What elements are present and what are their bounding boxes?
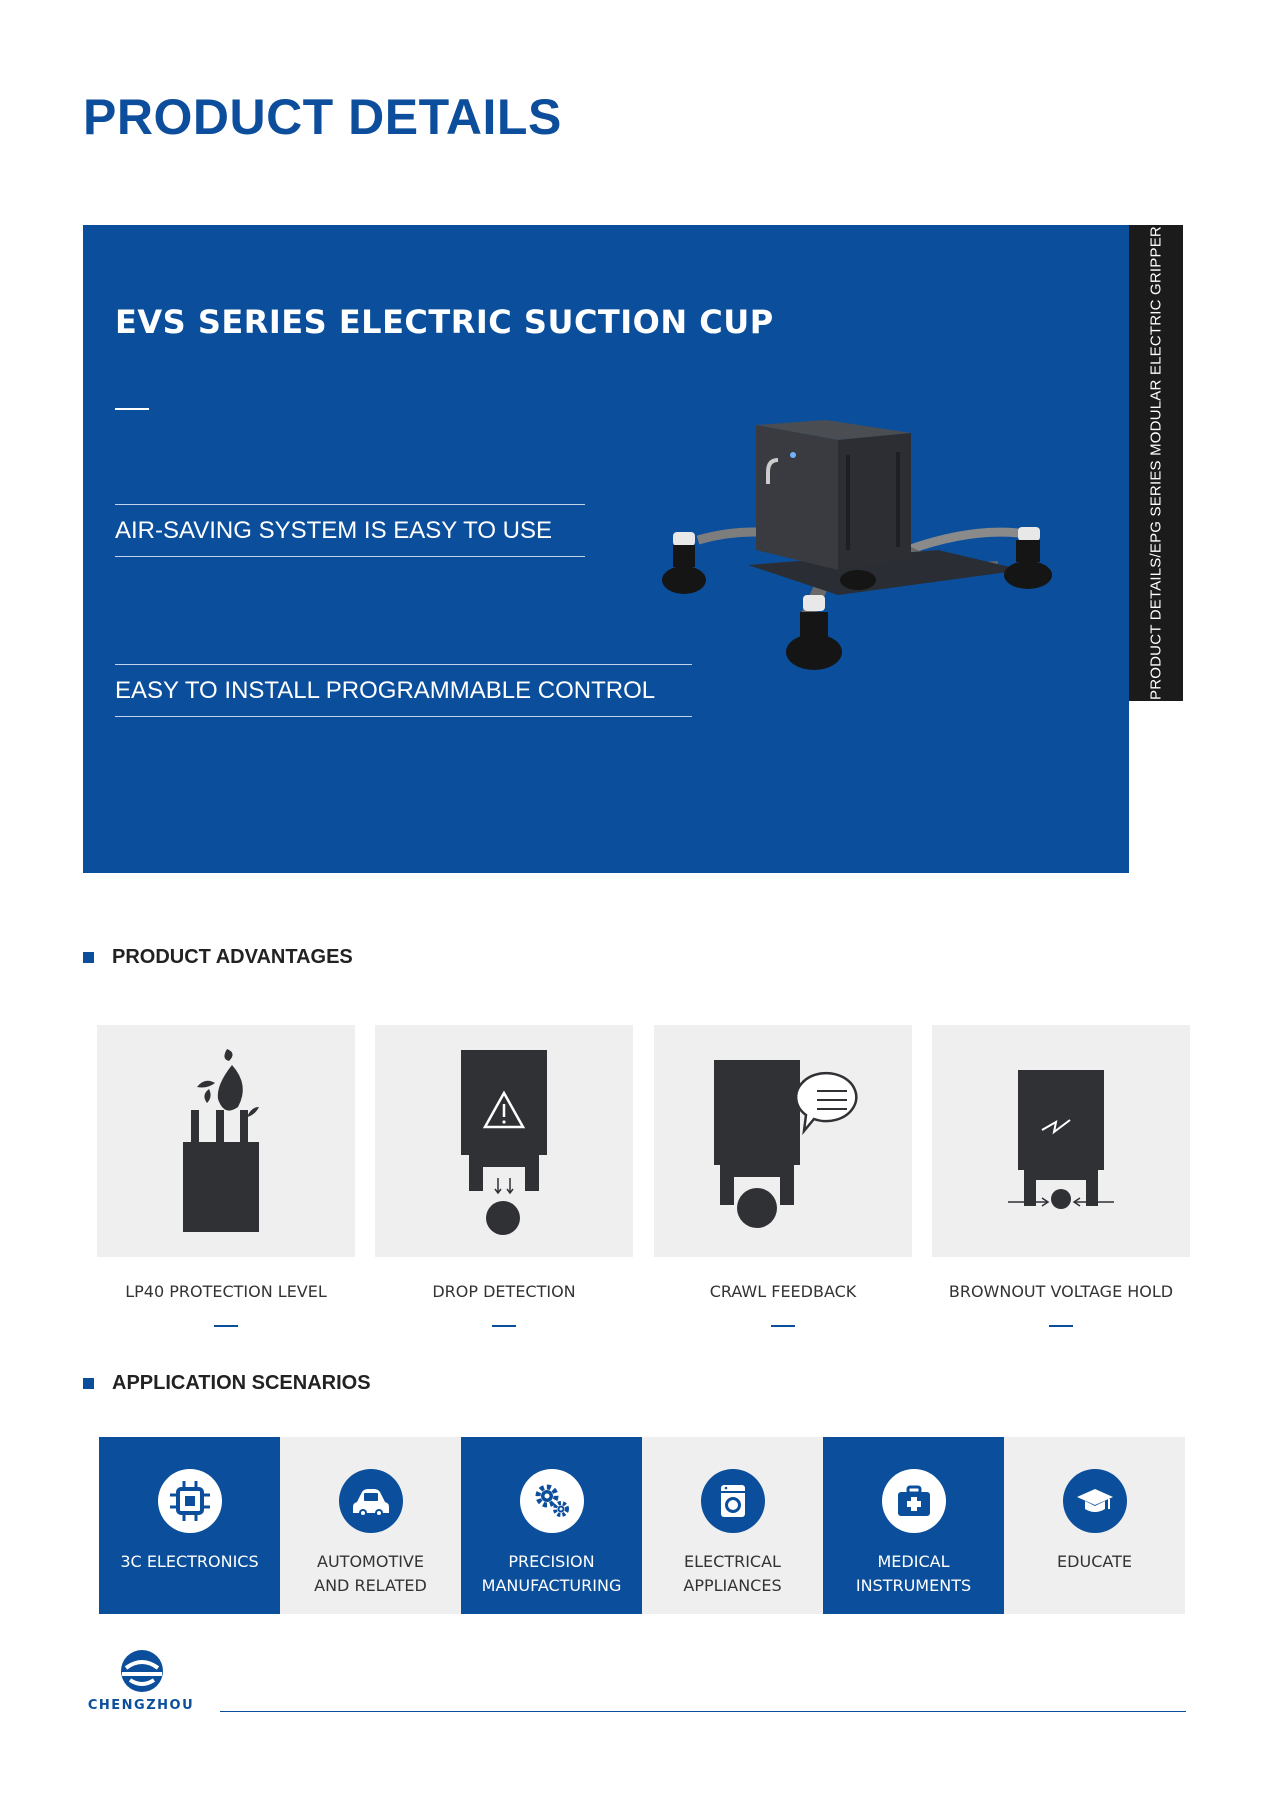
applications-heading <box>83 1372 371 1395</box>
advantage-card-feedback <box>654 1025 912 1257</box>
application-educate <box>1004 1437 1185 1614</box>
application-label: EDUCATE <box>1057 1552 1132 1571</box>
advantage-divider <box>1049 1325 1073 1327</box>
applications-heading-text: APPLICATION SCENARIOS <box>112 1372 371 1394</box>
feature-programmable-control: EASY TO INSTALL PROGRAMMABLE CONTROL <box>115 664 692 717</box>
hero-banner <box>83 225 1129 873</box>
advantage-divider <box>214 1325 238 1327</box>
heading-marker <box>83 1378 94 1389</box>
heading-marker <box>83 952 94 963</box>
application-label: MEDICAL INSTRUMENTS <box>855 1552 972 1595</box>
advantage-divider <box>492 1325 516 1327</box>
advantage-label: CRAWL FEEDBACK <box>709 1282 857 1301</box>
graduation-cap-icon <box>1063 1469 1127 1533</box>
application-label: AUTOMOTIVE AND RELATED <box>314 1552 427 1595</box>
medical-kit-icon <box>882 1469 946 1533</box>
application-automotive <box>280 1437 461 1614</box>
crawl-feedback-icon <box>654 1025 912 1257</box>
feature-air-saving: AIR-SAVING SYSTEM IS EASY TO USE <box>115 504 585 557</box>
car-icon <box>339 1469 403 1533</box>
advantage-card-voltage <box>932 1025 1190 1257</box>
voltage-hold-icon <box>932 1025 1190 1257</box>
advantage-label: BROWNOUT VOLTAGE HOLD <box>948 1282 1174 1301</box>
advantage-card-protection <box>97 1025 355 1257</box>
application-label: ELECTRICAL APPLIANCES <box>683 1552 782 1595</box>
suction-cup-product-image <box>638 400 1093 730</box>
hero-title: EVS SERIES ELECTRIC SUCTION CUP <box>115 303 774 341</box>
application-label: PRECISION MANUFACTURING <box>481 1552 622 1595</box>
advantages-heading <box>83 946 353 969</box>
advantage-label: DROP DETECTION <box>432 1282 576 1301</box>
water-protection-icon <box>97 1025 355 1257</box>
application-electrical-appliances <box>642 1437 823 1614</box>
advantages-heading-text: PRODUCT ADVANTAGES <box>112 946 353 968</box>
application-precision-manufacturing <box>461 1437 642 1614</box>
drop-detection-icon <box>375 1025 633 1257</box>
application-medical-instruments <box>823 1437 1004 1614</box>
brand-name: CHENGZHOU <box>87 1698 195 1713</box>
advantage-divider <box>771 1325 795 1327</box>
side-tab <box>1129 225 1183 701</box>
washing-machine-icon <box>701 1469 765 1533</box>
application-3c-electronics <box>99 1437 280 1614</box>
footer-divider <box>220 1711 1186 1712</box>
page-title: PRODUCT DETAILS <box>83 89 562 145</box>
advantage-card-drop <box>375 1025 633 1257</box>
gears-icon <box>520 1469 584 1533</box>
hero-divider <box>115 408 149 410</box>
advantage-label: LP40 PROTECTION LEVEL <box>125 1282 327 1301</box>
chip-icon <box>158 1469 222 1533</box>
side-tab-text: PRODUCT DETAILS/EPG SERIES MODULAR ELECTRIC GRIPPER <box>1147 226 1165 700</box>
application-label: 3C ELECTRONICS <box>120 1552 259 1571</box>
